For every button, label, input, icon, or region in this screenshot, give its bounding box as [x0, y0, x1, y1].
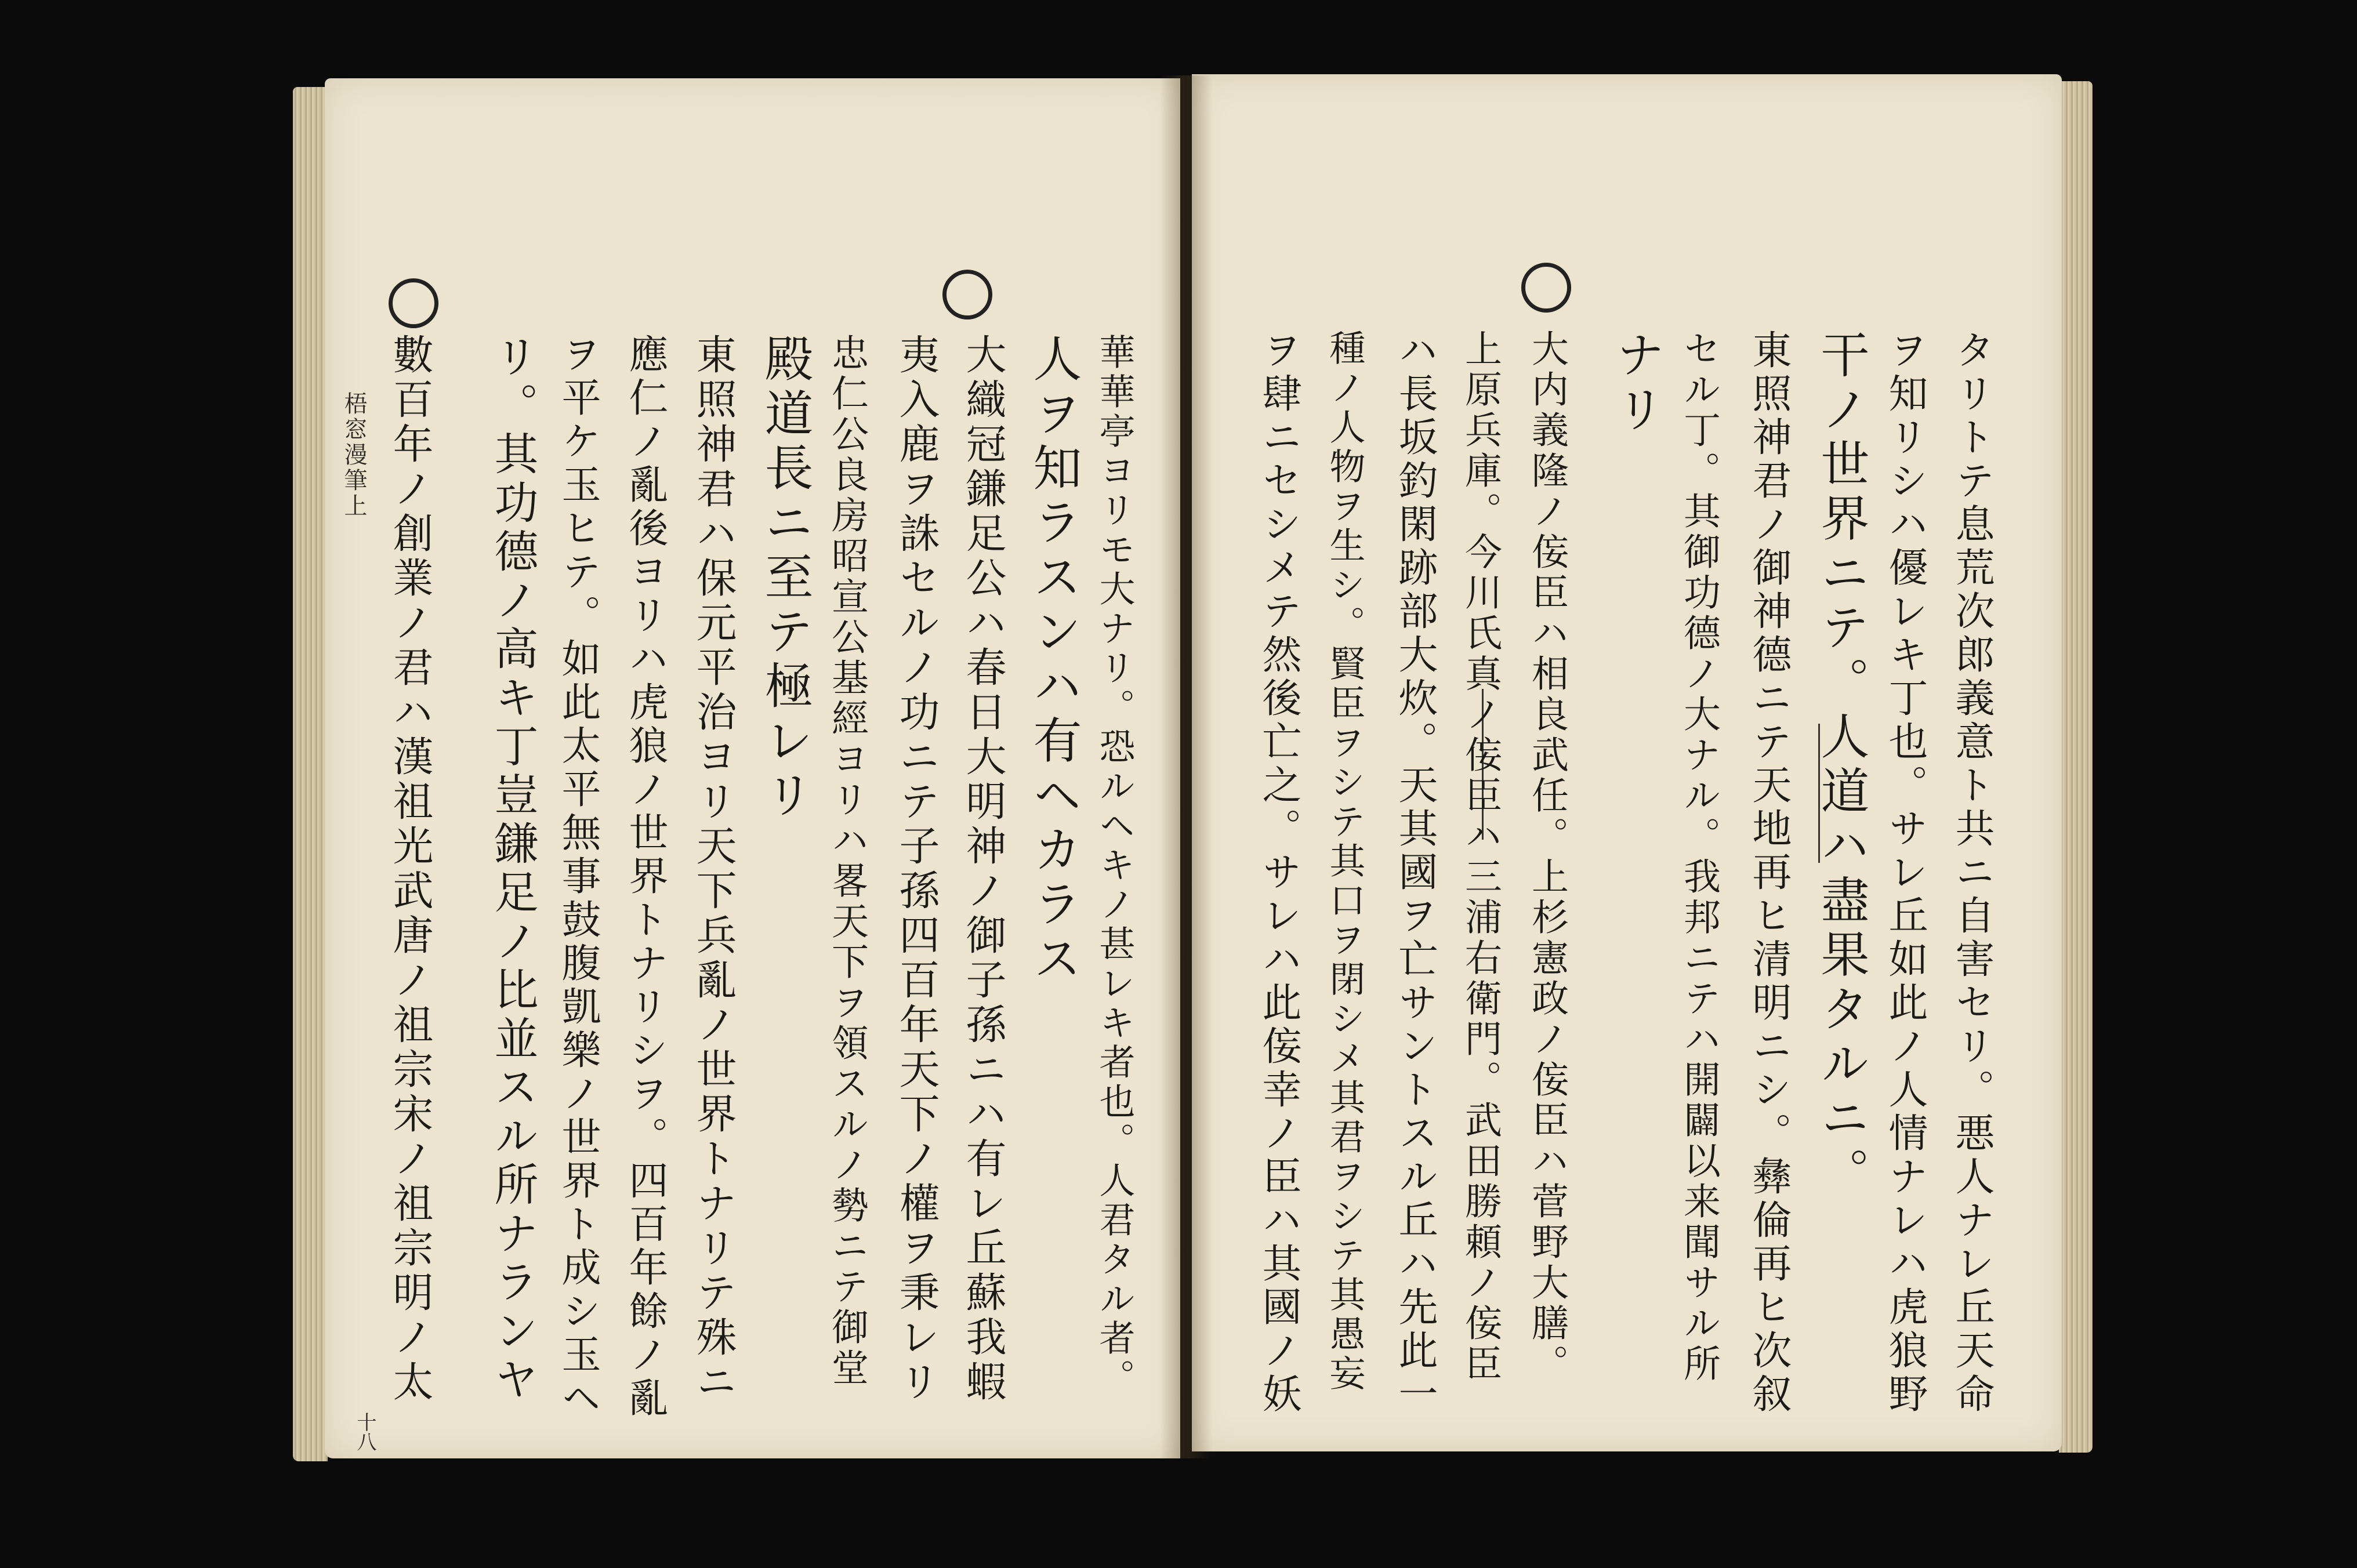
- right-page: [1192, 74, 2062, 1451]
- text-column: 大織冠鎌足公ハ春日大明神ノ御子孫ニハ有レ丘蘇我蝦: [959, 333, 1007, 1405]
- text-column: 忠仁公良房昭宣公基經ヨリハ畧天下ヲ領スルノ勢ニテ御堂: [825, 333, 868, 1389]
- text-column: ナリ: [1608, 329, 1665, 438]
- text-column: 種ノ人物ヲ生シ。賢臣ヲシテ其口ヲ閉シメ其君ヲシテ其愚妄: [1323, 329, 1366, 1394]
- left-page: [325, 78, 1180, 1458]
- left-page-edge: [293, 87, 328, 1461]
- text-column: 應仁ノ亂後ヨリハ虎狼ノ世界トナリシヲ。四百年餘ノ亂: [622, 333, 668, 1421]
- text-column: 數百年ノ創業ノ君ハ漢祖光武唐ノ祖宗宋ノ祖宗明ノ太: [386, 333, 434, 1405]
- section-circle-mark: [389, 278, 438, 328]
- book-gutter: [1160, 75, 1212, 1458]
- text-column: ヲ平ケ玉ヒテ。如此太平無事鼓腹凱樂ノ世界ト成シ玉ヘ: [555, 333, 601, 1421]
- text-column: 夷入鹿ヲ誅セルノ功ニテ子孫四百年天下ノ權ヲ秉レリ: [893, 333, 940, 1405]
- text-column: 人ヲ知ラスンハ有ヘカラス: [1025, 333, 1082, 988]
- text-column: 大内義隆ノ侫臣ハ相良武任。上杉憲政ノ侫臣ハ菅野大膳。: [1525, 329, 1568, 1385]
- text-column: 東照神君ハ保元平治ヨリ天下兵亂ノ世界トナリテ殊ニ: [690, 333, 737, 1405]
- text-column: タリトテ息荒次郎義意ト共ニ自害セリ。悪人ナレ丘天命: [1949, 329, 1995, 1417]
- text-column: セル丁。其御功德ノ大ナル。我邦ニテハ開闢以来聞サル所: [1677, 329, 1720, 1385]
- text-column: 上原兵庫。今川氏真ノ侫臣ハ三浦右衛門。武田勝頼ノ侫臣: [1459, 329, 1502, 1385]
- section-circle-mark: [1521, 263, 1571, 313]
- text-column: 華華亭ヨリモ大ナリ。恐ルヘキノ甚レキ者也。人君タル者。: [1093, 333, 1136, 1398]
- folio-number: 十八: [353, 1412, 376, 1451]
- text-column: リ。其功德ノ高キ丁豈鎌足ノ比並スル所ナランヤ: [487, 333, 539, 1405]
- right-page-edge: [2059, 81, 2093, 1453]
- section-circle-mark: [942, 270, 992, 320]
- text-column: 干ノ世界ニテ。人道ハ盡果タルニ。: [1813, 329, 1870, 1202]
- text-column: 殿道長ニ至テ極レリ: [757, 333, 814, 824]
- colophon-title: 梧窓漫筆上: [340, 391, 367, 519]
- text-column: ヲ肆ニセシメテ然後亡之。サレハ此侫幸ノ臣ハ其國ノ妖: [1256, 329, 1301, 1417]
- text-column: 東照神君ノ御神德ニテ天地再ヒ清明ニシ。彝倫再ヒ次叙: [1746, 329, 1792, 1417]
- text-column: ヲ知リシハ優レキ丁也。サレ丘如此ノ人情ナレハ虎狼野: [1882, 329, 1928, 1417]
- text-column: ハ長坂釣閑跡部大炊。天其國ヲ亡サントスル丘ハ先此一: [1392, 329, 1438, 1417]
